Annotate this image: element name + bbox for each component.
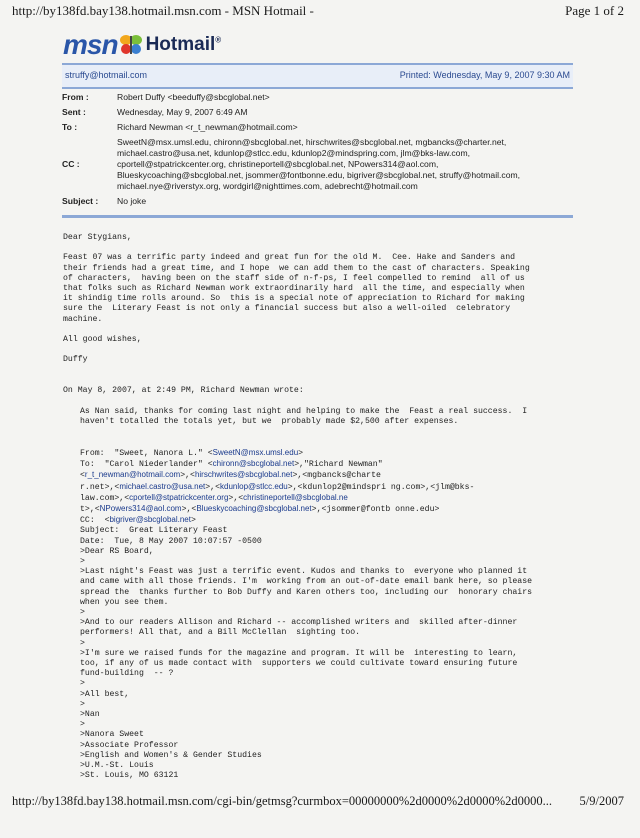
from-row	[62, 92, 573, 103]
footer-date: 5/9/2007	[579, 794, 624, 808]
print-footer	[12, 794, 624, 809]
page-number: Page 1 of 2	[565, 3, 624, 18]
logo-hotmail: Hotmail®	[145, 34, 222, 55]
email-link[interactable]: christineportell@sbcglobal.ne	[243, 492, 348, 502]
cc-line: michael.castro@usa.net, kdunlop@stlcc.edu, kdunlop2@mindspring.com, jlm@bks-law.com,	[117, 148, 471, 158]
cc-line: michael.nye@riverstyx.org, wordgirl@nighttimes.com, adebrecht@hotmail.com	[117, 181, 418, 191]
to-row	[62, 122, 573, 133]
email-link[interactable]: NPowers314@aol.com	[99, 504, 182, 514]
sent-value: Wednesday, May 9, 2007 6:49 AM	[117, 107, 248, 117]
email-link[interactable]: SweetN@msx.umsl.edu	[212, 448, 299, 457]
msn-hotmail-logo	[63, 30, 221, 60]
footer-url: http://by138fd.bay138.hotmail.msn.com/cgi-bin/getmsg?curmbox=00000000%2d0000%2d0000%2d0000...	[12, 794, 552, 808]
print-header	[12, 3, 624, 19]
email-link[interactable]: kdunlop@stlcc.edu	[220, 481, 288, 491]
sent-label: Sent :	[62, 107, 86, 117]
subject-value: No joke	[117, 196, 147, 206]
print-title: http://by138fd.bay138.hotmail.msn.com - MSN Hotmail -	[12, 3, 314, 18]
forwarded-message: From: "Sweet, Nanora L." <SweetN@msx.umsl.edu> To: "Carol Niederlander" <chironn@sbcglobal.net>,"Richard Newman" <r_t_newman@hotmail.com>,<hirschwrites@sbcglobal.net>,<mgbancks@charte r.net>,<michael.castro@usa.net>,<kdunlop@stlcc.edu>,<kdunlop2@mindspri ng.com>,<jlm@bks- law.com>,<cportell@stpatrickcenter.org>,<christineportell@sbcglobal.ne t>,<NPowers314@aol.com>,<Blueskycoaching@sbcglobal.net>,<jsommer@fontb onne.edu> CC: <bigriver@sbcglobal.net> Subject: Great Literary Feast Date: Tue, 8 May 2007 10:07:57 -0500 >Dear RS Board, > >Last night's Feast was just a terrific event. Kudos and thanks to everyone who planned it and came with all those friends. I'm working from an out-of-date email bank here, so please spread the thanks further to Bob Duffy and Karen others too, including our honorary chairs when you see them. > >And to our readers Allison and Richard -- accomplished writers and skilled after-dinner performers! All that, and a Bill McClellan sighting too. > >I'm sure we raised funds for the magazine and program. It will be interesting to learn, too, if any of us made contact with supporters we could cultivate toward ensuring future fund-building -- ? > >All best, > >Nan > >Nanora Sweet >Associate Professor >English and Women's & Gender Studies >U.M.-St. Louis >St. Louis, MO 63121	[80, 448, 533, 781]
email-link[interactable]: michael.castro@usa.net	[119, 481, 206, 491]
subject-row	[62, 196, 573, 207]
cc-line: Blueskycoaching@sbcglobal.net, jsommer@fontbonne.edu, bigriver@sbcglobal.net, struffy@hotmail.com,	[117, 170, 521, 180]
cc-line: SweetN@msx.umsl.edu, chironn@sbcglobal.net, hirschwrites@sbcglobal.net, mgbancks@charter.net,	[117, 137, 507, 147]
message-headers	[62, 92, 573, 211]
logo-msn: msn	[63, 29, 118, 60]
from-label: From :	[62, 92, 89, 102]
to-value: Richard Newman <r_t_newman@hotmail.com>	[117, 122, 298, 132]
sent-row	[62, 107, 573, 118]
subject-label: Subject :	[62, 196, 99, 206]
email-link[interactable]: r_t_newman@hotmail.com	[84, 470, 181, 480]
butterfly-icon	[119, 32, 143, 58]
message-body: Dear Stygians, Feast 07 was a terrific party indeed and great fun for the old M. Cee. Hake and Sanders and their friends had a great time, and I hope we can add them to the cast of characters. Speaking of characters, having been on the staff side of n-f-ps, I feel compelled to remind all of us that folks such as Richard Newman work extraordinarily hard all the time, and especially when it shindig time rolls around. So this is a special note of appreciation to Richard for making sure the Literary Feast is not only a financial success but also a well-oiled celebratory machine. All good wishes, Duffy On May 8, 2007, at 2:49 PM, Richard Newman wrote:	[63, 233, 530, 396]
email-link[interactable]: cportell@stpatrickcenter.org	[129, 492, 229, 502]
cc-label: CC :	[62, 159, 80, 169]
cc-row	[62, 137, 573, 192]
to-label: To :	[62, 122, 78, 132]
forward-rest: Subject: Great Literary Feast Date: Tue, 8 May 2007 10:07:57 -0500 >Dear RS Board, > >Last night's Feast was just a terrific event. Kudos and thanks to everyone who planned it and came with all those friends. I'm working from an out-of-date email bank here, so please spread the thanks further to Bob Duffy and Karen others too, including our honorary chairs when you see them. > >And to our readers Allison and Richard -- accomplished writers and skilled after-dinner performers! All that, and a Bill McClellan sighting too. > >I'm sure we raised funds for the magazine and program. It will be interesting to learn, too, if any of us made contact with supporters we could cultivate toward ensuring future fund-building -- ? > >All best, > >Nan > >Nanora Sweet >Associate Professor >English and Women's & Gender Studies >U.M.-St. Louis >St. Louis, MO 63121	[80, 526, 533, 781]
email-link[interactable]: bigriver@sbcglobal.net	[109, 515, 191, 525]
cc-value	[117, 137, 573, 192]
cc-line: cportell@stpatrickcenter.org, christineportell@sbcglobal.net, NPowers314@aol.com,	[117, 159, 439, 169]
from-value: Robert Duffy <beeduffy@sbcglobal.net>	[117, 92, 270, 102]
header-divider	[62, 215, 573, 218]
email-link[interactable]: Blueskycoaching@sbcglobal.net	[196, 504, 312, 514]
printed-date: Printed: Wednesday, May 9, 2007 9:30 AM	[399, 70, 570, 80]
account-email: struffy@hotmail.com	[65, 70, 147, 80]
quoted-message: As Nan said, thanks for coming last night and helping to make the Feast a real success. I haven't totalled the totals yet, but we probably made $2,500 after expenses.	[80, 407, 528, 427]
email-link[interactable]: chironn@sbcglobal.net	[212, 459, 295, 469]
account-bar	[62, 63, 573, 89]
email-link[interactable]: hirschwrites@sbcglobal.net	[194, 470, 293, 480]
